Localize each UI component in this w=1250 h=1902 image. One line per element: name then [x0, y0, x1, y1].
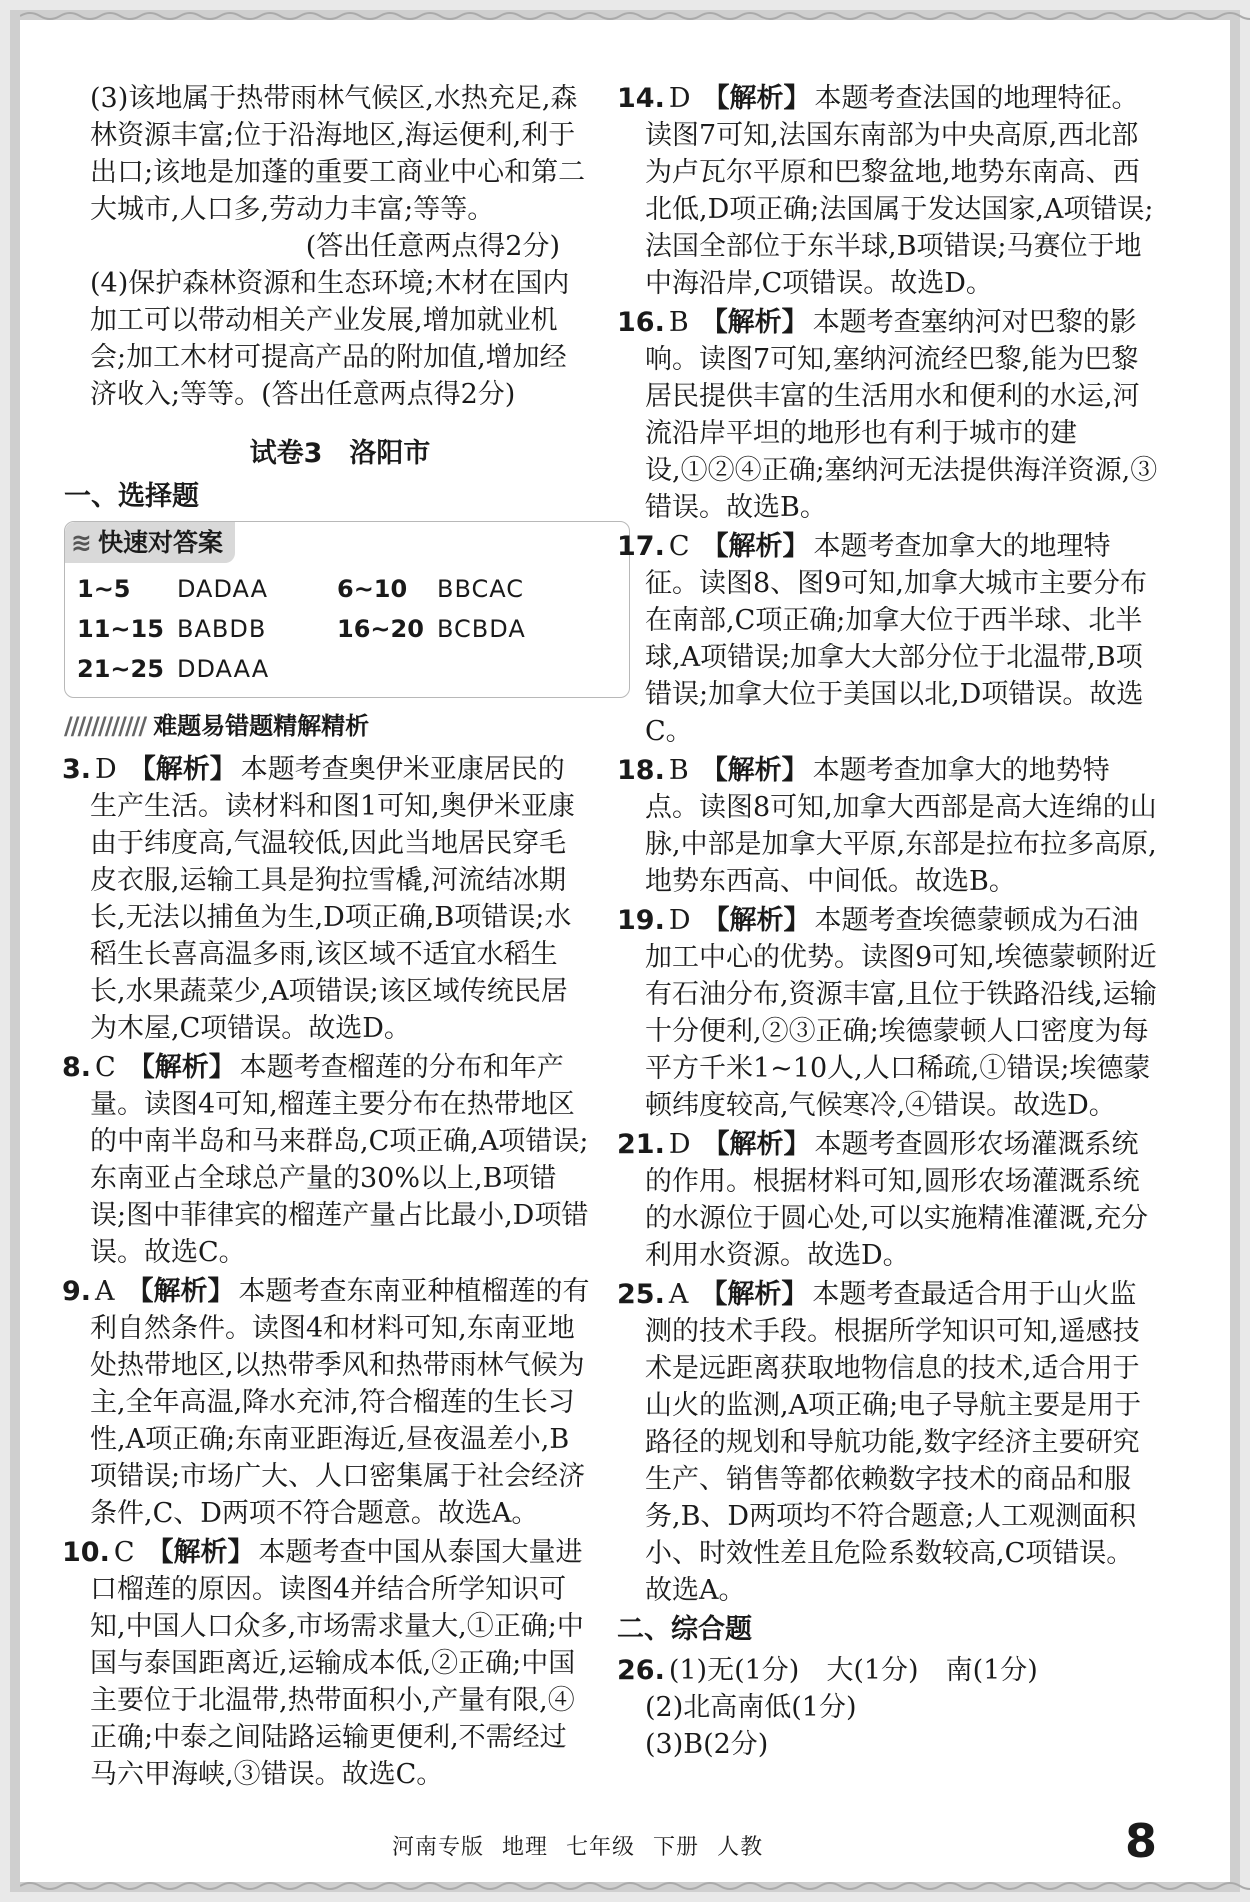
- explanation-item: 18. B 【解析】 本题考查加拿大的地势特点。读图8可知,加拿大西部是高大连绵的山脉,中部是加拿大平原,东部是拉布拉多高原,地势东西高、中间低。故选B。: [617, 755, 1157, 897]
- right-column: [617, 80, 1160, 1763]
- border-wave-top: [20, 10, 1250, 22]
- q26-line: 26. (1)无(1分) 大(1分) 南(1分): [617, 1655, 1038, 1686]
- explanation-item: 10. C 【解析】 本题考查中国从泰国大量进口榴莲的原因。读图4并结合所学知识可知,中国人口众多,市场需求量大,①正确;中国与泰国距离近,运输成本低,②正确;中国主要位于北温带,热带面积小,产量有限,④正确;中泰之间陆路运输更便利,不需经过马六甲海峡,③错误。故选C。: [62, 1537, 584, 1790]
- quick-answer-title: ≋ 快速对答案: [65, 522, 235, 563]
- quick-answer-box: [64, 521, 630, 698]
- explanation-item: 19. D 【解析】 本题考查埃德蒙顿成为石油加工中心的优势。读图9可知,埃德蒙顿附近有石油分布,资源丰富,且位于铁路沿线,运输十分便利,②③正确;埃德蒙顿人口密度为每平方千米1~10人,人口稀疏,①错误;埃德蒙顿纬度较高,气候寒冷,④错误。故选D。: [617, 905, 1157, 1121]
- explanation-item: 17. C 【解析】 本题考查加拿大的地理特征。读图8、图9可知,加拿大城市主要分布在南部,C项正确;加拿大位于西半球、北半球,A项错误;加拿大大部分位于北温带,B项错误;加拿大位于美国以北,D项错误。故选C。: [617, 531, 1147, 747]
- left-column: [62, 80, 590, 1795]
- section-heading-choice: 一、选择题: [64, 481, 199, 512]
- answer-row: 1~5 DADAA 6~10 BBCAC: [77, 575, 525, 603]
- explanation-item: 8. C 【解析】 本题考查榴莲的分布和年产量。读图4可知,榴莲主要分布在热带地区的中南半岛和马来群岛,C项正确,A项错误;东南亚占全球总产量的30%以上,B项错误;图中菲律宾的榴莲产量占比最小,D项错误。故选C。: [62, 1052, 589, 1268]
- explanation-item: 16. B 【解析】 本题考查塞纳河对巴黎的影响。读图7可知,塞纳河流经巴黎,能为巴黎居民提供丰富的生活用水和便利的水运,河流沿岸平坦的地形也有利于城市的建设,①②④正确;塞纳河无法提供海洋资源,③错误。故选B。: [617, 307, 1158, 523]
- answer-row: 11~15 BABDB 16~20 BCBDA: [77, 615, 526, 643]
- section-heading-comprehensive: 二、综合题: [617, 1614, 752, 1645]
- explanation-item: 25. A 【解析】 本题考查最适合用于山火监测的技术手段。根据所学知识可知,遥感技术是远距离获取地物信息的技术,适合用于山火的监测,A项正确;电子导航主要是用于路径的规划和导航功能,数字经济主要研究生产、销售等都依赖数字技术的商品和服务,B、D两项均不符合题意;人工观测面积小、时效性差且危险系数较高,C项错误。故选A。: [617, 1279, 1142, 1606]
- intro-paragraph-3: (3)该地属于热带雨林气候区,水热充足,森林资源丰富;位于沿海地区,海运便利,利于出口;该地是加蓬的重要工商业中心和第二大城市,人口多,劳动力丰富;等等。: [90, 83, 586, 225]
- explanation-item: 14. D 【解析】 本题考查法国的地理特征。读图7可知,法国东南部为中央高原,西北部为卢瓦尔平原和巴黎盆地,地势东南高、西北低,D项正确;法国属于发达国家,A项错误;法国全部位于东半球,B项错误;马赛位于地中海沿岸,C项错误。故选D。: [617, 83, 1154, 299]
- page-footer: [0, 1814, 1250, 1868]
- intro-paragraph-4: (4)保护森林资源和生态环境;木材在国内加工可以带动相关产业发展,增加就业机会;加工木材可提高产品的附加值,增加经济收入;等等。(答出任意两点得2分): [90, 268, 570, 410]
- wave-lines-icon: ≋: [71, 528, 92, 557]
- q26-line: (3)B(2分): [645, 1729, 769, 1760]
- page-number: 8: [1125, 1814, 1158, 1868]
- border-wave-bottom: [20, 1880, 1250, 1892]
- hard-questions-title: //////////// 难题易错题精解精析: [64, 712, 370, 740]
- explanation-item: 21. D 【解析】 本题考查圆形农场灌溉系统的作用。根据材料可知,圆形农场灌溉系统的水源位于圆心处,可以实施精准灌溉,充分利用水资源。故选D。: [617, 1129, 1149, 1271]
- q26-line: (2)北高南低(1分): [645, 1692, 857, 1723]
- explanation-item: 9. A 【解析】 本题考查东南亚种植榴莲的有利自然条件。读图4和材料可知,东南亚地处热带地区,以热带季风和热带雨林气候为主,全年高温,降水充沛,符合榴莲的生长习性,A项正确;东南亚距海近,昼夜温差小,B项错误;市场广大、人口密集属于社会经济条件,C、D两项不符合题意。故选A。: [62, 1276, 590, 1529]
- answer-row: 21~25 DDAAA: [77, 655, 270, 683]
- slash-deco-icon: ////////////: [64, 712, 146, 740]
- score-note: (答出任意两点得2分): [305, 231, 560, 262]
- footer-info: 河南专版 地理 七年级 下册 人教: [392, 1835, 764, 1860]
- explanation-item: 3. D 【解析】 本题考查奥伊米亚康居民的生产生活。读材料和图1可知,奥伊米亚康由于纬度高,气温较低,因此当地居民穿毛皮衣服,运输工具是狗拉雪橇,河流结冰期长,无法以捕鱼为生,D项正确,B项错误;水稻生长喜高温多雨,该区域不适宜水稻生长,水果蔬菜少,A项错误;该区域传统民居为木屋,C项错误。故选D。: [62, 754, 575, 1044]
- paper-title: 试卷3 洛阳市: [249, 438, 431, 469]
